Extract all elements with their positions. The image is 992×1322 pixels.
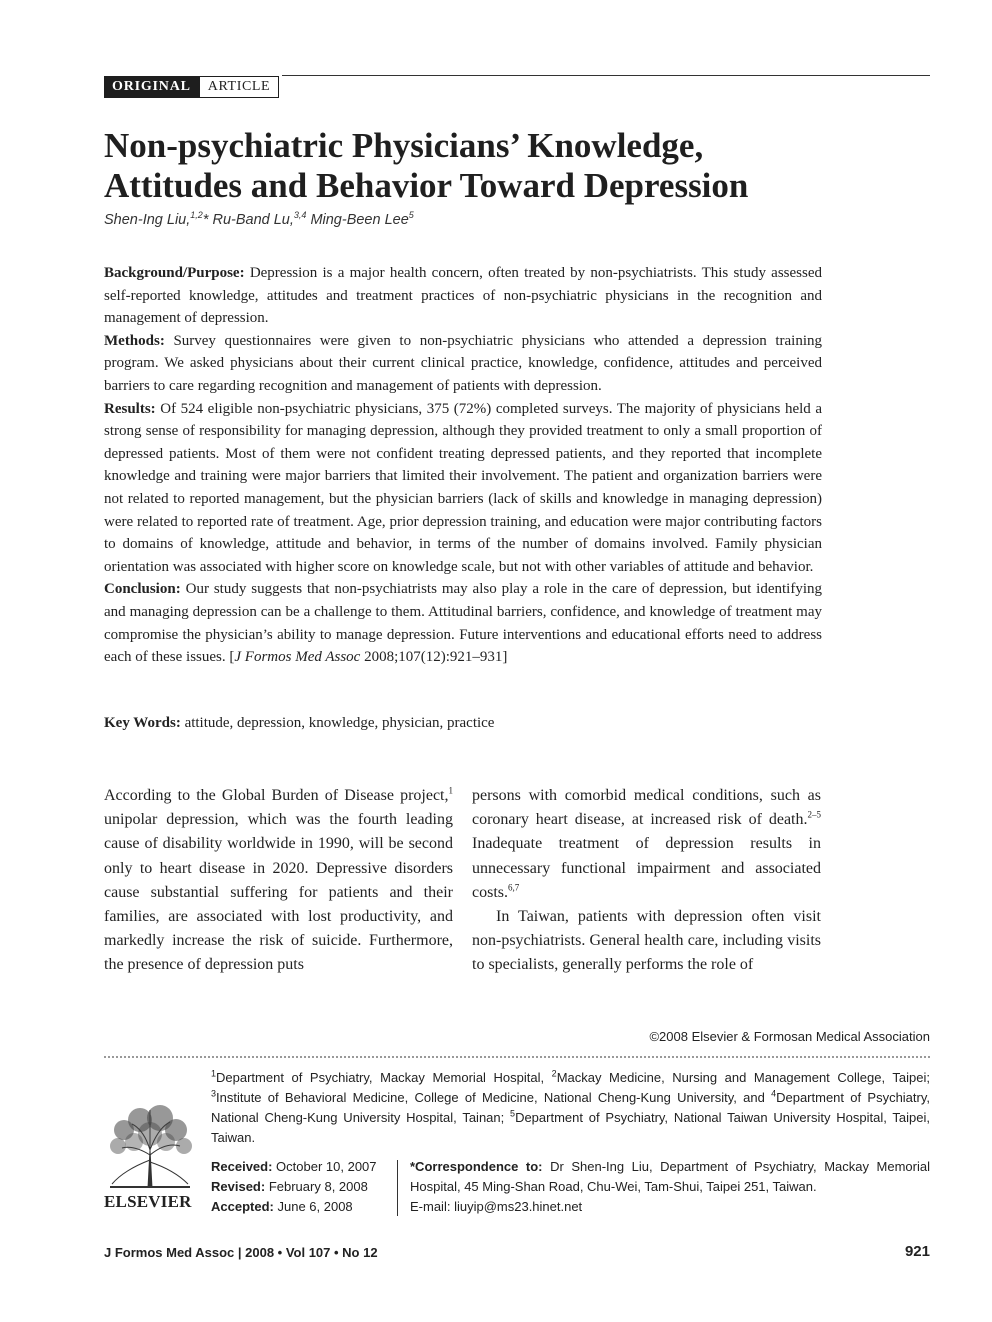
affil-mark: 2 xyxy=(551,1068,557,1079)
conclusion-label: Conclusion: xyxy=(104,581,181,598)
body-text: According to the Global Burden of Disease project, xyxy=(104,787,449,804)
accepted-value: June 6, 2008 xyxy=(277,1199,353,1214)
methods-text: Survey questionnaires were given to non-psychiatric physicians who attended a depression training program. We asked physicians about their current clinical practice, knowledge, confidence, attitudes and perceived barriers to care regarding recognition and management of patients with depression. xyxy=(104,332,823,394)
abstract-methods xyxy=(104,330,822,398)
elsevier-wordmark: ELSEVIER xyxy=(104,1192,192,1211)
body-paragraph xyxy=(472,784,821,905)
correspondence xyxy=(410,1157,930,1217)
corresponding-mark: * xyxy=(202,212,209,228)
reference-mark: 2–5 xyxy=(807,809,821,820)
results-text: Of 524 eligible non-psychiatric physicians, 375 (72%) completed surveys. The majority of physicians held a strong sense of responsibility for managing depression, although they provided treatment to only a small proportion of depressed patients. Most of them were not confident treating depressed patients, and they reported that incomplete knowledge and training were major barriers that limited their involvement. The patient and organization barriers were not related to reported management, but the physician barriers (lack of skills and knowledge in managing depression) were related to reported rate of treatment. Age, prior depression training, and education were major contributing factors to domains of knowledge, attitude and behavior, in terms of the number of domains involved. Family physician orientation was associated with higher score on knowledge scale, but not with other variables of attitude and behavior. xyxy=(104,400,823,575)
revised-value: February 8, 2008 xyxy=(268,1179,368,1194)
author-2: Ru-Band Lu, xyxy=(212,212,294,228)
results-label: Results: xyxy=(104,400,156,417)
article-type-secondary: ARTICLE xyxy=(199,76,279,98)
received-value: October 10, 2007 xyxy=(276,1159,377,1174)
affil-mark: 3 xyxy=(211,1088,217,1099)
body-paragraph xyxy=(104,784,453,978)
accepted-label: Accepted: xyxy=(211,1199,274,1214)
correspondence-address xyxy=(410,1157,930,1197)
body-text: unipolar depression, which was the fourth leading cause of disability worldwide in 1990, will be second only to heart disease in 2020. Depressive disorders cause substantial suffering for patients and their families, are associated with lost productivity, and markedly increase the risk of suicide. Furthermore, the presence of depression puts xyxy=(104,811,453,974)
email-link[interactable]: liuyip@ms23.hinet.net xyxy=(454,1199,583,1214)
author-1-affil: 1,2 xyxy=(190,210,203,221)
affil-text: Department of Psychiatry, Mackay Memorial Hospital, xyxy=(216,1070,552,1085)
keywords xyxy=(104,712,822,734)
received-date xyxy=(211,1157,396,1177)
dotted-divider xyxy=(104,1056,930,1058)
body-column-2 xyxy=(472,784,821,978)
abstract xyxy=(104,262,822,669)
affil-mark: 1 xyxy=(211,1068,217,1079)
copyright: ©2008 Elsevier & Formosan Medical Association xyxy=(649,1029,930,1044)
article-type-primary: ORIGINAL xyxy=(104,76,199,98)
header-rule xyxy=(282,75,930,76)
citation-details: 2008;107(12):921–931] xyxy=(360,649,508,666)
background-label: Background/Purpose: xyxy=(104,265,245,281)
abstract-conclusion xyxy=(104,578,822,668)
title-line-1: Non-psychiatric Physicians’ Knowledge, xyxy=(104,126,704,165)
journal-footer: J Formos Med Assoc | 2008 • Vol 107 • No 12 xyxy=(104,1245,378,1260)
citation-journal: J Formos Med Assoc xyxy=(234,649,361,666)
received-label: Received: xyxy=(211,1159,273,1174)
email-label: E-mail: xyxy=(410,1199,451,1214)
revised-label: Revised: xyxy=(211,1179,266,1194)
author-3: Ming-Been Lee xyxy=(310,212,409,228)
title-line-2: Attitudes and Behavior Toward Depression xyxy=(104,166,749,205)
article-title xyxy=(104,126,904,206)
affil-text: Department of Psychiatry, National Taiwan University Hospital, Taipei, Taiwan. xyxy=(211,1110,930,1145)
background-text: Depression is a major health concern, often treated by non-psychiatrists. This study assessed self-reported knowledge, attitudes and treatment practices of non-psychiatric physicians in the recognition and management of depression. xyxy=(104,265,822,327)
article-type-label xyxy=(104,76,279,98)
vertical-divider xyxy=(397,1160,398,1216)
article-dates xyxy=(211,1157,396,1217)
author-list xyxy=(104,212,414,228)
affil-text: Institute of Behavioral Medicine, College of Medicine, National Cheng-Kung University, and xyxy=(216,1090,772,1105)
correspondence-text: Dr Shen-Ing Liu, Department of Psychiatry, Mackay Memorial Hospital, 45 Ming-Shan Road, Chu-Wei, Tam-Shui, Taipei 251, Taiwan. xyxy=(410,1159,930,1194)
accepted-date xyxy=(211,1197,396,1217)
affil-text: Department of Psychiatry, National Cheng-Kung University Hospital, Tainan; xyxy=(211,1090,931,1125)
affiliations xyxy=(211,1068,930,1148)
revised-date xyxy=(211,1177,396,1197)
author-2-affil: 3,4 xyxy=(293,210,307,221)
affil-text: Mackay Medicine, Nursing and Management College, Taipei; xyxy=(556,1070,930,1085)
body-text: Inadequate treatment of depression results in unnecessary functional impairment and associated costs. xyxy=(472,835,821,901)
body-text: persons with comorbid medical conditions, such as coronary heart disease, at increased risk of death. xyxy=(472,787,821,829)
correspondence-label: *Correspondence to: xyxy=(410,1159,543,1174)
abstract-results xyxy=(104,398,822,579)
author-3-affil: 5 xyxy=(408,210,414,221)
affil-mark: 5 xyxy=(510,1108,516,1119)
conclusion-text: Our study suggests that non-psychiatrists may also play a role in the care of depression, but identifying and managing depression can be a challenge to them. Attitudinal barriers, confidence, and knowledge of treatment may compromise the physician’s ability to manage depression. Future interventions and educational efforts need to address each of these issues. [ xyxy=(104,581,823,666)
keywords-label: Key Words: xyxy=(104,715,181,731)
elsevier-tree-logo-icon xyxy=(104,1100,196,1190)
correspondence-email xyxy=(410,1197,930,1217)
body-paragraph: In Taiwan, patients with depression often visit non-psychiatrists. General health care, including visits to specialists, generally performs the role of xyxy=(472,908,821,974)
reference-mark: 6,7 xyxy=(508,882,520,893)
keywords-text: attitude, depression, knowledge, physician, practice xyxy=(184,715,495,731)
page-number: 921 xyxy=(904,1243,930,1260)
methods-label: Methods: xyxy=(104,332,165,349)
author-1: Shen-Ing Liu, xyxy=(104,212,191,228)
reference-mark: 1 xyxy=(448,785,453,796)
body-column-1 xyxy=(104,784,453,978)
abstract-background xyxy=(104,262,822,330)
affil-mark: 4 xyxy=(771,1088,777,1099)
